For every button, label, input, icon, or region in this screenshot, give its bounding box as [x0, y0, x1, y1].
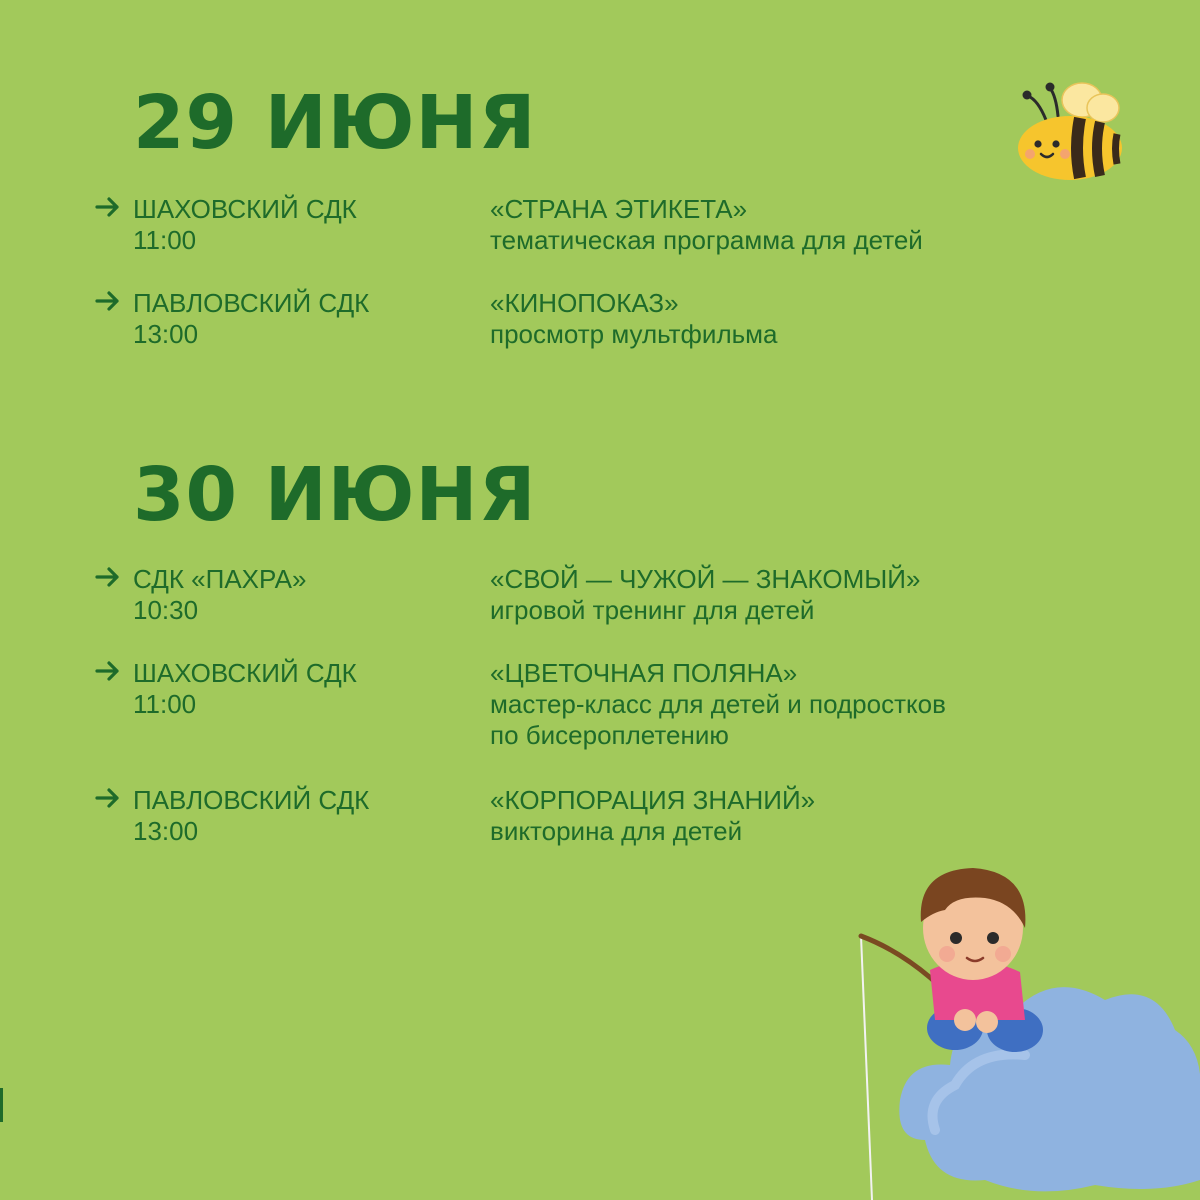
event-description: викторина для детей — [490, 816, 743, 846]
event-time: 11:00 — [133, 689, 197, 719]
event-venue-block — [133, 658, 357, 720]
event-time: 10:30 — [133, 595, 199, 625]
event-description-block — [490, 658, 946, 751]
event-title: «КИНОПОКАЗ» — [490, 288, 679, 318]
event-venue-block — [133, 288, 369, 350]
event-venue: ШАХОВСКИЙ СДК — [133, 658, 357, 688]
event-description-block — [490, 785, 815, 847]
arrow-right-icon — [95, 196, 121, 218]
event-item — [95, 658, 1045, 750]
event-description: просмотр мультфильма — [490, 319, 778, 349]
bee-icon — [1010, 78, 1128, 186]
event-venue: ПАВЛОВСКИЙ СДК — [133, 288, 370, 318]
event-venue-block — [133, 564, 306, 626]
event-venue-block — [133, 785, 369, 847]
event-item — [95, 564, 1045, 644]
event-description: мастер-класс для детей и подростков по бисероплетению — [490, 689, 946, 750]
event-description: тематическая программа для детей — [490, 225, 923, 255]
day-heading-29-june: 29 ИЮНЯ — [133, 80, 537, 166]
arrow-right-icon — [95, 787, 121, 809]
event-venue: СДК «ПАХРА» — [133, 564, 307, 594]
event-item — [95, 288, 1045, 368]
day-heading-30-june: 30 ИЮНЯ — [133, 452, 537, 538]
event-time: 13:00 — [133, 319, 199, 349]
event-venue: ШАХОВСКИЙ СДК — [133, 194, 357, 224]
event-time: 11:00 — [133, 225, 197, 255]
event-description-block — [490, 564, 920, 626]
arrow-right-icon — [95, 660, 121, 682]
boy-fishing-on-cloud-illustration — [855, 850, 1200, 1200]
arrow-right-icon — [95, 566, 121, 588]
event-time: 13:00 — [133, 816, 199, 846]
event-description-block — [490, 194, 923, 256]
edge-mark — [0, 1088, 3, 1122]
event-title: «КОРПОРАЦИЯ ЗНАНИЙ» — [490, 785, 816, 815]
arrow-right-icon — [95, 290, 121, 312]
event-item — [95, 194, 1045, 274]
event-description-block — [490, 288, 778, 350]
event-title: «СВОЙ — ЧУЖОЙ — ЗНАКОМЫЙ» — [490, 564, 921, 594]
event-description: игровой тренинг для детей — [490, 595, 815, 625]
event-title: «СТРАНА ЭТИКЕТА» — [490, 194, 748, 224]
event-title: «ЦВЕТОЧНАЯ ПОЛЯНА» — [490, 658, 798, 688]
event-venue: ПАВЛОВСКИЙ СДК — [133, 785, 370, 815]
event-venue-block — [133, 194, 357, 256]
